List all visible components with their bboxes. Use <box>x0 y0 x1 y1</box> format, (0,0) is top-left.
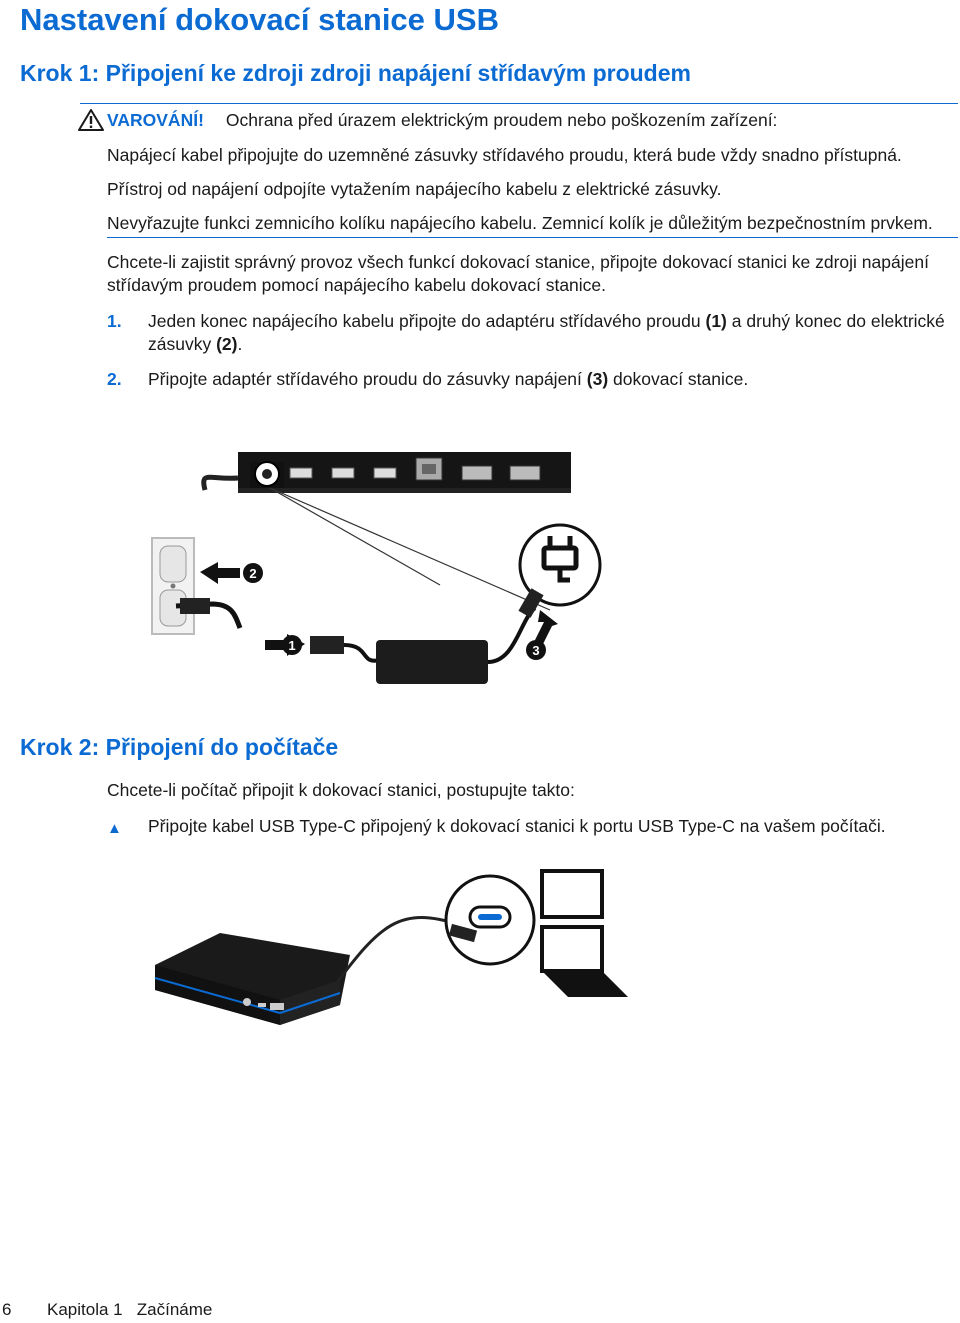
item-1-line-2 <box>148 333 242 356</box>
svg-text:3: 3 <box>532 643 540 658</box>
arrow-2-icon <box>200 562 240 584</box>
warning-bottom-rule <box>107 237 958 238</box>
warning-icon <box>78 108 104 132</box>
dock-station <box>155 933 350 1025</box>
computer-connection-illustration <box>150 865 640 1035</box>
ac-adapter <box>376 640 488 684</box>
step2-bullet: Připojte kabel USB Type-C připojený k dokovací stanici k portu USB Type-C na vašem počítači. <box>148 816 886 836</box>
item-1-period: . <box>237 334 243 354</box>
warning-intro: Ochrana před úrazem elektrickým proudem nebo poškozením zařízení: <box>225 110 778 130</box>
usb-c-port-icon <box>446 876 534 964</box>
warning-line-3: Nevyřazujte funkci zemnicího kolíku napájecího kabelu. Zemnicí kolík je důležitým bezpečnostním prvkem. <box>107 213 933 233</box>
warning-label: VAROVÁNÍ! <box>107 110 204 130</box>
power-connection-illustration <box>140 440 620 695</box>
item-2-text: Připojte adaptér střídavého proudu do zásuvky napájení <box>148 369 587 389</box>
step1-intro-line-2: střídavým proudem pomocí napájecího kabelu dokovací stanice. <box>107 275 607 295</box>
item-1-line-1 <box>148 310 945 333</box>
callout-ref-3: (3) <box>586 369 609 389</box>
svg-text:1: 1 <box>288 638 296 653</box>
callout-badge-3 <box>526 640 546 660</box>
item-1-text-2: zásuvky <box>148 334 217 354</box>
callout-badge-1 <box>282 635 302 655</box>
callout-ref-1: (1) <box>705 311 727 331</box>
step2-intro: Chcete-li počítač připojit k dokovací stanici, postupujte takto: <box>107 780 575 800</box>
callout-ref-2: (2) <box>216 334 238 354</box>
item-2-text-cont: dokovací stanice. <box>608 369 749 389</box>
dock-back-panel <box>238 452 571 493</box>
item-1-text: Jeden konec napájecího kabelu připojte do adaptéru střídavého proudu <box>148 311 706 331</box>
warning-line-1: Napájecí kabel připojujte do uzemněné zásuvky střídavého proudu, která bude vždy snadno přístupná. <box>107 145 902 165</box>
step1-intro-line-1: Chcete-li zajistit správný provoz všech funkcí dokovací stanice, připojte dokovací stanici ke zdroji napájení <box>107 252 929 272</box>
step2-heading: Krok 2: Připojení do počítače <box>20 734 339 760</box>
step1-heading: Krok 1: Připojení ke zdroji zdroji napájení střídavým proudem <box>20 60 691 86</box>
item-2-number: 2. <box>107 369 122 389</box>
item-1-text-cont: a druhý konec do elektrické <box>726 311 945 331</box>
page-number: 6 <box>2 1300 12 1319</box>
item-2-line <box>148 368 748 391</box>
wall-outlet <box>152 538 194 634</box>
warning-intro-line <box>107 109 777 132</box>
svg-text:2: 2 <box>249 566 257 581</box>
callout-badge-2 <box>243 563 263 583</box>
page-title: Nastavení dokovací stanice USB <box>20 2 499 37</box>
chapter-footer: Kapitola 1 Začínáme <box>47 1300 213 1319</box>
item-1-number: 1. <box>107 311 122 331</box>
bullet-triangle-icon: ▲ <box>107 820 122 837</box>
warning-top-rule <box>80 103 958 104</box>
warning-line-2: Přístroj od napájení odpojíte vytažením napájecího kabelu z elektrické zásuvky. <box>107 179 722 199</box>
laptop-icon <box>542 871 628 997</box>
